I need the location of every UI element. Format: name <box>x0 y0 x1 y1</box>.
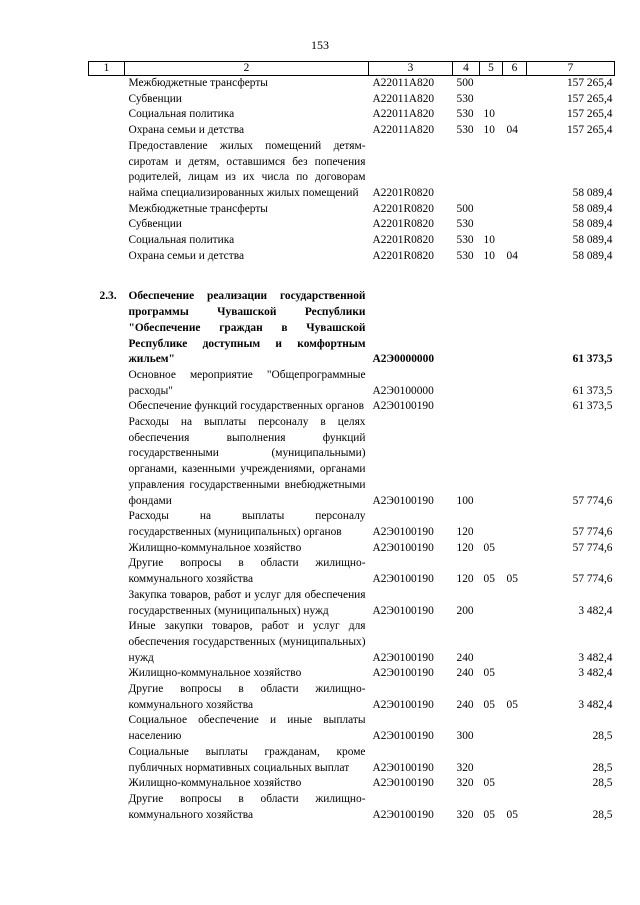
expense-type: 120 <box>456 573 474 586</box>
target-code: А2201R0820 <box>372 202 434 215</box>
row-index: 2.3. <box>99 290 117 303</box>
subsection-code <box>503 92 527 108</box>
subsection-code <box>503 509 527 540</box>
row-index <box>89 619 125 666</box>
row-index <box>89 123 125 139</box>
amount: 3 482,4 <box>578 651 613 664</box>
section-code <box>480 713 503 744</box>
row-index <box>89 556 125 587</box>
expense-type <box>453 399 480 415</box>
subsection-code <box>503 776 527 792</box>
expense-type: 300 <box>456 730 474 743</box>
table-row <box>89 541 615 557</box>
amount: 157 265,4 <box>566 77 613 89</box>
expense-type: 500 <box>456 77 474 89</box>
section-code: 05 <box>483 573 495 586</box>
expense-type: 200 <box>456 604 474 617</box>
amount: 3 482,4 <box>578 698 613 711</box>
table-row <box>89 509 615 540</box>
item-name: Другие вопросы в области жилищно-коммунального хозяйства <box>128 683 366 711</box>
target-code: А22011А820 <box>372 77 435 89</box>
section-code <box>480 289 503 368</box>
expense-type: 100 <box>456 494 474 507</box>
target-code: А2Э0100190 <box>372 777 434 790</box>
section-code <box>480 399 503 415</box>
target-code: А2Э0100190 <box>372 573 434 586</box>
subsection-code <box>503 139 527 202</box>
subsection-code <box>503 415 527 509</box>
amount: 61 373,5 <box>572 353 613 366</box>
item-name: Социальная политика <box>128 108 235 121</box>
target-code: А22011А820 <box>372 92 435 105</box>
item-name: Межбюджетные трансферты <box>128 77 268 89</box>
amount: 157 265,4 <box>566 108 613 121</box>
expense-type: 240 <box>456 667 474 680</box>
amount: 28,5 <box>592 730 613 743</box>
row-index <box>89 202 125 218</box>
expense-type: 240 <box>456 698 474 711</box>
expense-type: 320 <box>456 808 474 821</box>
item-name: Жилищно-коммунальное хозяйство <box>128 777 302 790</box>
amount: 3 482,4 <box>578 604 613 617</box>
section-code: 05 <box>483 777 495 790</box>
row-index <box>89 776 125 792</box>
item-name: Предоставление жилых помещений детям-сиротам и детям, оставшимся без попечения родителей, лицам из их числа по договорам найма специализированных жилых помещений <box>128 139 366 199</box>
section-code: 10 <box>483 108 495 121</box>
expense-type <box>453 139 480 202</box>
section-code <box>480 92 503 108</box>
table-row <box>89 289 615 368</box>
subsection-code <box>503 217 527 233</box>
row-index <box>89 588 125 619</box>
target-code: А2Э0100000 <box>372 384 434 397</box>
amount: 58 089,4 <box>572 249 613 262</box>
amount: 58 089,4 <box>572 218 613 231</box>
row-index <box>89 92 125 108</box>
table-row <box>89 249 615 265</box>
subsection-code: 04 <box>506 124 518 137</box>
expense-type: 530 <box>456 234 474 247</box>
section-code: 10 <box>483 234 495 247</box>
expense-type: 530 <box>456 218 474 231</box>
budget-table <box>88 61 615 823</box>
section-code <box>480 509 503 540</box>
amount: 28,5 <box>592 761 613 774</box>
subsection-code <box>503 666 527 682</box>
item-name: Социальное обеспечение и иные выплаты населению <box>128 714 366 743</box>
table-row <box>89 682 615 713</box>
target-code: А22011А820 <box>372 124 435 137</box>
table-row <box>89 745 615 776</box>
subsection-code <box>503 233 527 249</box>
section-code <box>480 415 503 509</box>
expense-type: 320 <box>456 777 474 790</box>
row-index <box>89 368 125 399</box>
expense-type: 530 <box>456 249 474 262</box>
section-code <box>480 368 503 399</box>
expense-type: 120 <box>456 541 474 554</box>
target-code: А2Э0100190 <box>372 541 434 554</box>
column-header: 2 <box>125 62 369 76</box>
table-row <box>89 713 615 744</box>
target-code: А2Э0100190 <box>372 400 434 413</box>
section-code <box>480 139 503 202</box>
expense-type: 530 <box>456 108 474 121</box>
row-index <box>89 541 125 557</box>
table-row <box>89 139 615 202</box>
table-row <box>89 92 615 108</box>
target-code: А2201R0820 <box>372 234 434 247</box>
target-code: А2201R0820 <box>372 249 434 262</box>
item-name: Расходы на выплаты персоналу в целях обеспечения выполнения функций государственными (муниципальными) органами, казенными учреждениями, органами управления государственными внебюджетными фондами <box>128 416 366 507</box>
table-row <box>89 415 615 509</box>
amount: 57 774,6 <box>572 573 613 586</box>
item-name: Жилищно-коммунальное хозяйство <box>128 541 302 554</box>
target-code: А2Э0100190 <box>372 698 434 711</box>
subsection-code <box>503 713 527 744</box>
section-code: 10 <box>483 124 495 137</box>
subsection-code <box>503 202 527 218</box>
row-index <box>89 682 125 713</box>
table-row <box>89 233 615 249</box>
expense-type: 120 <box>456 525 474 538</box>
amount: 58 089,4 <box>572 234 613 247</box>
section-code: 05 <box>483 667 495 680</box>
item-name: Закупка товаров, работ и услуг для обеспечения государственных (муниципальных) нужд <box>128 588 366 617</box>
spacer-cell <box>89 264 615 289</box>
column-header: 6 <box>503 62 527 76</box>
target-code: А2Э0100190 <box>372 525 434 538</box>
target-code: А2Э0100190 <box>372 761 434 774</box>
amount: 157 265,4 <box>566 92 613 105</box>
column-header: 4 <box>453 62 480 76</box>
subsection-code <box>503 289 527 368</box>
expense-type <box>453 368 480 399</box>
item-name: Межбюджетные трансферты <box>128 202 268 215</box>
subsection-code <box>503 588 527 619</box>
table-row <box>89 107 615 123</box>
row-index <box>89 249 125 265</box>
table-row <box>89 368 615 399</box>
table-row <box>89 776 615 792</box>
section-code <box>480 76 503 92</box>
item-name: Субвенции <box>128 218 182 231</box>
column-header: 3 <box>369 62 453 76</box>
target-code: А2Э0100190 <box>372 667 434 680</box>
target-code: А2201R0820 <box>372 218 434 231</box>
item-name: Основное мероприятие "Общепрограммные расходы" <box>128 368 366 397</box>
target-code: А22011А820 <box>372 108 435 121</box>
table-header <box>89 62 615 76</box>
row-index <box>89 713 125 744</box>
table-row <box>89 556 615 587</box>
row-index <box>89 399 125 415</box>
row-index <box>89 217 125 233</box>
subsection-code: 05 <box>506 698 518 711</box>
table-row <box>89 399 615 415</box>
amount: 58 089,4 <box>572 186 613 199</box>
amount: 58 089,4 <box>572 202 613 215</box>
item-name: Другие вопросы в области жилищно-коммунального хозяйства <box>128 792 366 821</box>
item-name: Субвенции <box>128 92 182 105</box>
column-header: 5 <box>480 62 503 76</box>
amount: 57 774,6 <box>572 494 613 507</box>
item-name: Социальная политика <box>128 234 235 247</box>
item-name: Охрана семьи и детства <box>128 124 244 137</box>
subsection-code: 05 <box>506 573 518 586</box>
table-body <box>89 76 615 824</box>
subsection-code: 04 <box>506 249 518 262</box>
amount: 3 482,4 <box>578 667 613 680</box>
row-index <box>89 107 125 123</box>
amount: 61 373,5 <box>572 400 613 413</box>
subsection-code <box>503 745 527 776</box>
item-name: Охрана семьи и детства <box>128 249 244 262</box>
target-code: А2Э0000000 <box>372 353 435 366</box>
expense-type <box>453 289 480 368</box>
section-code: 05 <box>483 541 495 554</box>
table-row <box>89 588 615 619</box>
item-name: Иные закупки товаров, работ и услуг для обеспечения государственных (муниципальных) нужд <box>128 620 366 664</box>
section-code <box>480 745 503 776</box>
target-code: А2Э0100190 <box>372 494 434 507</box>
item-name: Обеспечение функций государственных органов <box>128 400 364 413</box>
page-number: 153 <box>311 38 329 52</box>
section-code: 05 <box>483 808 495 821</box>
expense-type: 530 <box>456 124 474 137</box>
table-row <box>89 792 615 823</box>
subsection-code <box>503 368 527 399</box>
column-header: 1 <box>89 62 125 76</box>
target-code: А2201R0820 <box>372 186 434 199</box>
target-code: А2Э0100190 <box>372 808 434 821</box>
table-row <box>89 76 615 92</box>
section-code <box>480 588 503 619</box>
amount: 28,5 <box>592 808 613 821</box>
amount: 57 774,6 <box>572 541 613 554</box>
row-index <box>89 745 125 776</box>
row-index <box>89 415 125 509</box>
table-row <box>89 217 615 233</box>
subsection-code <box>503 619 527 666</box>
section-code: 10 <box>483 249 495 262</box>
table-row <box>89 619 615 666</box>
spacer-row <box>89 264 615 289</box>
subsection-code <box>503 107 527 123</box>
column-header: 7 <box>527 62 615 76</box>
item-name: Другие вопросы в области жилищно-коммунального хозяйства <box>128 557 366 586</box>
table-row <box>89 666 615 682</box>
item-name: Расходы на выплаты персоналу государственных (муниципальных) органов <box>128 510 366 538</box>
row-index <box>89 233 125 249</box>
section-code: 05 <box>483 698 495 711</box>
amount: 28,5 <box>592 777 613 790</box>
row-index <box>89 76 125 92</box>
expense-type: 530 <box>456 92 474 105</box>
amount: 61 373,5 <box>572 384 613 397</box>
item-name: Жилищно-коммунальное хозяйство <box>128 667 302 680</box>
item-name: Обеспечение реализации государственной программы Чувашской Республики "Обеспечение граждан в Чувашской Республике доступным и комфортным жильем" <box>128 290 366 366</box>
subsection-code <box>503 76 527 92</box>
target-code: А2Э0100190 <box>372 651 434 664</box>
subsection-code <box>503 541 527 557</box>
row-index <box>89 139 125 202</box>
table-row <box>89 123 615 139</box>
row-index <box>89 509 125 540</box>
expense-type: 500 <box>456 202 474 215</box>
amount: 57 774,6 <box>572 525 613 538</box>
target-code: А2Э0100190 <box>372 730 434 743</box>
expense-type: 240 <box>456 651 474 664</box>
section-code <box>480 619 503 666</box>
subsection-code: 05 <box>506 808 518 821</box>
section-code <box>480 217 503 233</box>
section-code <box>480 202 503 218</box>
item-name: Социальные выплаты гражданам, кроме публичных нормативных социальных выплат <box>128 745 366 774</box>
row-index <box>89 666 125 682</box>
table-row <box>89 202 615 218</box>
amount: 157 265,4 <box>566 124 613 137</box>
row-index <box>89 792 125 823</box>
subsection-code <box>503 399 527 415</box>
target-code: А2Э0100190 <box>372 604 434 617</box>
expense-type: 320 <box>456 761 474 774</box>
